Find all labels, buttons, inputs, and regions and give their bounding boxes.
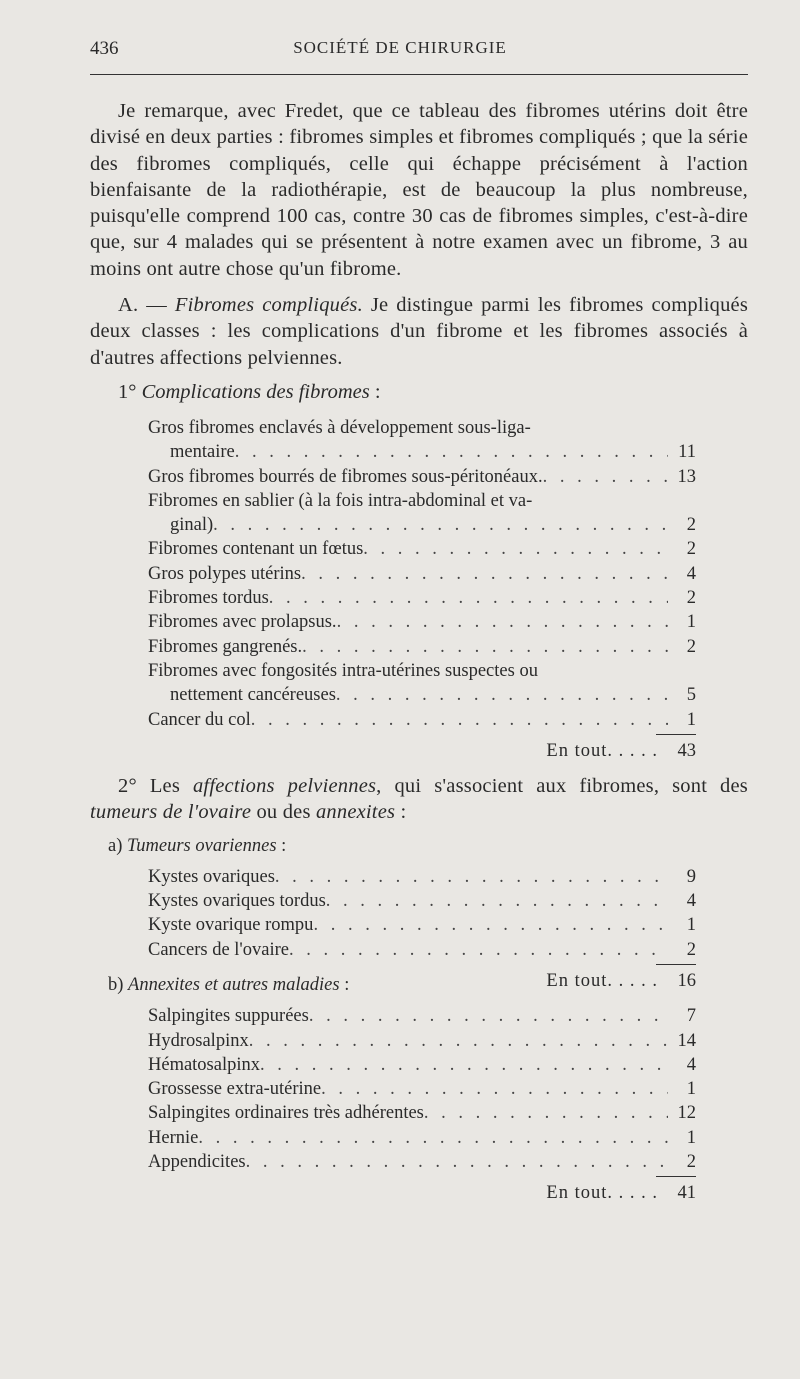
- list-item-label: Appendicites: [148, 1151, 246, 1172]
- leader-dots: [321, 1077, 668, 1101]
- leader-dots: [235, 440, 668, 464]
- list-item-value: 9: [686, 866, 696, 887]
- leader-dots: [326, 889, 668, 913]
- leader-dots: [301, 562, 668, 586]
- leader-dots: [260, 1053, 668, 1077]
- list-item-label: Salpingites ordinaires très adhérentes: [148, 1103, 424, 1124]
- leader-dots: [249, 1029, 668, 1053]
- leader-dots: [302, 635, 668, 659]
- list-item-label: Cancers de l'ovaire: [148, 939, 289, 960]
- list-item: [148, 865, 696, 889]
- list-item: [148, 708, 696, 732]
- part1-colon: :: [369, 380, 381, 403]
- annexites-list: [148, 1004, 696, 1205]
- list-item-label: Kyste ovarique rompu: [148, 915, 314, 936]
- leader-dots: [251, 708, 668, 732]
- section-a-text: Je distingue parmi les fibromes compliqués deux classes : les complications d'un fibrome et les fibromes associés à d'autres affections pelviennes.: [90, 294, 749, 369]
- list-item-value: 2: [686, 588, 696, 609]
- list-item: [148, 513, 696, 537]
- list-item-label: Gros polypes utérins: [148, 563, 302, 584]
- intro-paragraph: Je remarque, avec Fredet, que ce tableau des fibromes utérins doit être divisé en deux parties : fibromes simples et fibromes compliqués ; que la série des fibromes compliqués, celle qui échappe précisément à l'action bienfaisante de la radiothérapie, est de beaucoup la plus nombreuse, puisqu'elle comprend 100 cas, contre 30 cas de fibromes simples, c'est-à-dire que, sur 4 malades qui se présentent à notre examen avec un fibrome, 3 au moins ont autre chose qu'un fibrome.: [90, 100, 748, 280]
- part2-title: affections pelviennes: [192, 775, 377, 798]
- list-item-value: 1: [686, 709, 696, 730]
- list-item-label: Kystes ovariques: [148, 866, 275, 887]
- leader-dots: [337, 610, 668, 634]
- list-item-label: Cancer du col: [148, 709, 251, 730]
- list-item-label: Grossesse extra-utérine: [148, 1079, 322, 1100]
- running-title: SOCIÉTÉ DE CHIRURGIE: [293, 38, 507, 57]
- list-item-value: 2: [686, 539, 696, 560]
- total-label: En tout. . . . .: [546, 970, 658, 991]
- leader-dots: [336, 683, 668, 707]
- page-number: 436: [90, 38, 119, 59]
- part1-heading: [118, 381, 748, 404]
- list-item-label-line: Gros fibromes enclavés à développement sous-liga-: [148, 417, 531, 438]
- list-item-label: Hydrosalpinx: [148, 1030, 249, 1051]
- list-item: [148, 683, 696, 707]
- list-item: [148, 440, 696, 464]
- list-item-label: Fibromes avec prolapsus.: [148, 612, 337, 633]
- list-item-value: 1: [686, 1127, 696, 1148]
- total-value: 16: [677, 970, 696, 991]
- list-item: [148, 1029, 696, 1053]
- subsection-b-colon: :: [339, 975, 350, 996]
- list-item-label-cont: ginal): [170, 515, 214, 536]
- list-item: [148, 465, 696, 489]
- header-rule: [90, 74, 748, 75]
- total-value: 41: [677, 1183, 696, 1204]
- list-item: [148, 1053, 696, 1077]
- list-item-label-line: Fibromes en sablier (à la fois intra-abdominal et va-: [148, 490, 533, 511]
- list-item-label-cont: nettement cancéreuses: [170, 685, 336, 706]
- part2-annexites: annexites: [315, 801, 396, 824]
- part1-title: Complications des fibromes: [141, 380, 370, 403]
- list-item-value: 4: [686, 891, 696, 912]
- list-item: [148, 562, 696, 586]
- list-item-label: Hématosalpinx: [148, 1054, 261, 1075]
- list-item-label: Fibromes gangrenés.: [148, 636, 303, 657]
- total-rule: [656, 1176, 696, 1177]
- list-item: [148, 938, 696, 962]
- list-item-value: 2: [686, 636, 696, 657]
- list-item-value: 14: [677, 1030, 696, 1051]
- leader-dots: [363, 537, 668, 561]
- list-item-value: 2: [686, 939, 696, 960]
- part1-number: 1°: [118, 380, 137, 403]
- list-item: [148, 537, 696, 561]
- total-rule: [656, 734, 696, 735]
- list-item-label: Salpingites suppurées: [148, 1006, 309, 1027]
- list-item-value: 2: [686, 1151, 696, 1172]
- leader-dots: [213, 513, 668, 537]
- subsection-a-letter: a): [108, 835, 123, 856]
- list-item-value: 5: [686, 685, 696, 706]
- list-item: [148, 1150, 696, 1174]
- list-item-label-line: Fibromes avec fongosités intra-utérines suspectes ou: [148, 660, 538, 681]
- list-item: [148, 1004, 696, 1028]
- list-item-label-cont: mentaire: [170, 442, 235, 463]
- list-item-value: 4: [686, 1054, 696, 1075]
- page-body: [90, 98, 748, 1206]
- list-item-value: 7: [686, 1006, 696, 1027]
- leader-dots: [198, 1126, 668, 1150]
- list-item-value: 1: [686, 1079, 696, 1100]
- part2-mid2: ou des: [251, 801, 316, 824]
- list-item-value: 11: [678, 442, 696, 463]
- section-a-title: Fibromes compliqués.: [174, 294, 363, 317]
- leader-dots: [313, 913, 668, 937]
- list-item: [148, 1126, 696, 1150]
- subsection-a-colon: :: [276, 835, 287, 856]
- total-rule: [656, 964, 696, 965]
- list-item-label: Hernie: [148, 1127, 199, 1148]
- page-header: [0, 38, 800, 62]
- complications-list: [148, 416, 696, 763]
- subsection-b-letter: b): [108, 975, 124, 996]
- leader-dots: [275, 865, 668, 889]
- total-row: [148, 1181, 696, 1205]
- list-item-value: 4: [686, 563, 696, 584]
- total-label: En tout. . . . .: [546, 740, 658, 761]
- list-item: [148, 635, 696, 659]
- total-label: En tout. . . . .: [546, 1183, 658, 1204]
- total-row: [148, 739, 696, 763]
- list-item: [148, 889, 696, 913]
- leader-dots: [269, 586, 668, 610]
- list-item-label: Fibromes tordus: [148, 588, 269, 609]
- list-item-value: 13: [677, 466, 696, 487]
- part2-end: :: [395, 801, 407, 824]
- list-item-value: 12: [677, 1103, 696, 1124]
- leader-dots: [424, 1101, 668, 1125]
- part2-mid: , qui s'associent aux fibromes, sont des: [376, 775, 748, 798]
- list-item: [148, 610, 696, 634]
- ovarian-tumours-list: [148, 865, 696, 996]
- list-item-value: 2: [686, 515, 696, 536]
- subsection-b-title: Annexites et autres maladies: [128, 975, 340, 996]
- leader-dots: [543, 465, 668, 489]
- list-item-label: Fibromes contenant un fœtus: [148, 539, 364, 560]
- list-item-value: 1: [686, 612, 696, 633]
- list-item: [148, 1101, 696, 1125]
- part2-tumeurs: tumeurs de l'ovaire: [90, 801, 252, 824]
- part2-paragraph: [90, 773, 748, 826]
- list-item-label: Kystes ovariques tordus: [148, 891, 326, 912]
- total-value: 43: [677, 740, 696, 761]
- leader-dots: [289, 938, 668, 962]
- list-item: [148, 913, 696, 937]
- part2-pre: Les: [136, 775, 193, 798]
- list-item: [148, 1077, 696, 1101]
- list-item-label: Gros fibromes bourrés de fibromes sous-péritonéaux.: [148, 466, 543, 487]
- subsection-a-heading: [108, 836, 748, 857]
- leader-dots: [246, 1150, 668, 1174]
- list-item-value: 1: [686, 915, 696, 936]
- part2-number: 2°: [118, 775, 137, 798]
- section-a-lead: A. —: [118, 294, 175, 317]
- subsection-a-title: Tumeurs ovariennes: [127, 835, 277, 856]
- leader-dots: [309, 1004, 668, 1028]
- section-a-paragraph: [90, 292, 748, 371]
- list-item: [148, 586, 696, 610]
